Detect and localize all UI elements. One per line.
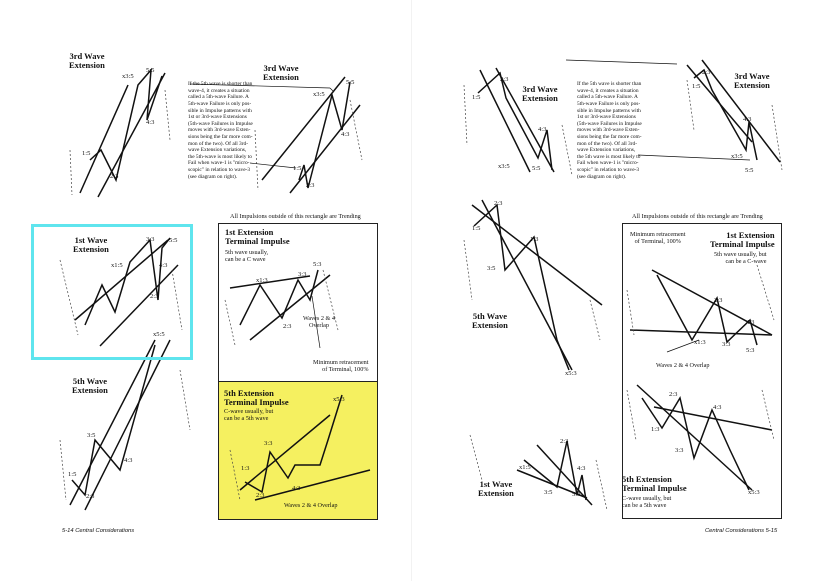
wave-label: 4:3 (743, 116, 752, 123)
fifth-ext-overlap: Waves 2 & 4 Overlap (284, 502, 338, 509)
fifth-ext-title: 5th Extension Terminal Impulse (622, 474, 687, 493)
wave-label: x5:5 (153, 331, 165, 338)
wave-label: 3:3 (675, 447, 684, 454)
wave-label: 4:3 (713, 404, 722, 411)
wave-label: 5:5 (745, 167, 754, 174)
wave-label: 5:5 (146, 67, 155, 74)
min-retracement: Minimum retracement of Terminal, 100% (630, 231, 686, 245)
wave-label: 2:3 (500, 76, 509, 83)
top-left-title: 3rd Wave Extension (69, 51, 105, 70)
failure-paragraph: If the 5th wave is shorter than wave-4, it creates a situation called a 5th-wave Failure. A 5th-wave Failure is only pos- sible in Impulse patterns with 1st or 3rd-wave Extensions (5th-wave Failures in Impulse moves with 3rd-wave Exten- sions being the far more com- mon of the two). Of all 3rd- wave Extension variations, the 5th-wave is most likely to Fail when wave-1 is "micro- scopic" in relation to wave-3 (see diagram on right). (188, 81, 253, 180)
wave-label: 2:3 (306, 182, 315, 189)
wave-label: 2:3 (669, 391, 678, 398)
first-ext-desc: 5th wave usually, but can be a C-wave (714, 251, 767, 265)
fifth-wave-title: 5th Wave Extension (472, 311, 508, 330)
wave-label: x3:5 (731, 153, 743, 160)
wave-label: 1:5 (68, 471, 77, 478)
wave-label: 1:5 (692, 83, 701, 90)
fifth-ext-desc: C-wave usually, but can be a 5th wave (224, 408, 274, 422)
wave-label: 1:3 (530, 236, 539, 243)
wave-label: 2:3 (86, 493, 95, 500)
wave-label: 3:3 (722, 341, 731, 348)
fifth-ext-desc: C-wave usually, but can be a 5th wave (622, 495, 672, 509)
top-right-title: 3rd Wave Extension (734, 71, 770, 90)
wave-label: 5:5 (532, 165, 541, 172)
fifth-ext-title: 5th Extension Terminal Impulse (224, 388, 289, 407)
page-footer: Central Considerations 5-15 (705, 528, 778, 534)
wave-label: 2:3 (150, 293, 159, 300)
wave-label: 3:5 (487, 265, 496, 272)
first-ext-title: 1st Extension Terminal Impulse (710, 230, 775, 249)
wave-label: x1:3 (694, 339, 706, 346)
first-wave-title: 1st Wave Extension (478, 479, 514, 498)
first-ext-desc: 5th wave usually, can be a C wave (225, 249, 269, 263)
wave-label: x3:5 (498, 163, 510, 170)
rectangle-caption: All Impulsions outside of this rectangle are Trending (230, 213, 361, 220)
wave-label: 3:5 (87, 432, 96, 439)
wave-label: 2:3 (702, 69, 711, 76)
min-retracement: Minimum retracement of Terminal, 100% (313, 359, 369, 373)
wave-label: 1:3 (241, 465, 250, 472)
wave-label: 1:5 (472, 225, 481, 232)
top-left-title: 3rd Wave Extension (522, 84, 558, 103)
first-ext-overlap: Waves 2 & 4 Overlap (303, 315, 335, 329)
wave-label: 2:3 (256, 492, 265, 499)
wave-label: 2:3 (494, 200, 503, 207)
wave-label: x5:3 (748, 489, 760, 496)
wave-label: 2:3 (560, 438, 569, 445)
wave-label: 1:5 (293, 165, 302, 172)
wave-label: x3:5 (313, 91, 325, 98)
wave-label: 2:3 (714, 297, 723, 304)
first-wave-title: 1st Wave Extension (73, 235, 109, 254)
wave-label: x5:3 (333, 396, 345, 403)
wave-label: x1:3 (256, 277, 268, 284)
wave-label: 3:5 (544, 489, 553, 496)
right-page (412, 0, 823, 581)
top-right-title: 3rd Wave Extension (263, 63, 299, 82)
wave-label: 5:3 (746, 347, 755, 354)
wave-label: 3:3 (264, 440, 273, 447)
wave-label: 5:3 (313, 261, 322, 268)
wave-label: 5:5 (169, 237, 178, 244)
wave-label: x5:3 (565, 370, 577, 377)
wave-label: 2:3 (283, 323, 292, 330)
first-ext-overlap: Waves 2 & 4 Overlap (656, 362, 710, 369)
wave-label: x1:5 (519, 464, 531, 471)
wave-label: 4:3 (538, 126, 547, 133)
wave-label: 3:3 (298, 271, 307, 278)
failure-paragraph: If the 5th wave is shorter than wave-4, it creates a situation called a 5th-wave Failure. A 5th-wave Failure is only pos- sible in Impulse patterns with 1st or 3rd-wave Extensions (5th-wave Failures in Impulse moves with 3rd-wave Exten- sions being the far more com- mon of the two). Of all 3rd- wave Extension variations, the 5th wave is most likely to Fail when wave-1 is "micro- scopic" in relation to wave-3 (see diagram on right). (577, 81, 642, 180)
wave-label: 4:3 (341, 131, 350, 138)
wave-label: 5:5 (346, 79, 355, 86)
wave-label: x3:5 (122, 73, 134, 80)
wave-label: 4:3 (292, 485, 301, 492)
wave-label: 1:3 (651, 426, 660, 433)
wave-label: 4:3 (146, 119, 155, 126)
wave-label: 3:3 (146, 236, 155, 243)
fifth-wave-title: 5th Wave Extension (72, 376, 108, 395)
page-footer: 5-14 Central Considerations (62, 528, 135, 534)
wave-label: 5:3 (572, 491, 581, 498)
wave-label: 2:3 (110, 173, 119, 180)
rectangle-caption: All Impulsions outside of this rectangle are Trending (632, 213, 763, 220)
wave-label: 4:3 (124, 457, 133, 464)
left-page (0, 0, 411, 581)
wave-label: 1:5 (472, 94, 481, 101)
wave-label: x1:5 (111, 262, 123, 269)
first-ext-title: 1st Extension Terminal Impulse (225, 227, 290, 246)
wave-label: 4:3 (746, 319, 755, 326)
wave-label: 4:3 (159, 262, 168, 269)
wave-label: 4:3 (577, 465, 586, 472)
wave-label: 1:5 (82, 150, 91, 157)
